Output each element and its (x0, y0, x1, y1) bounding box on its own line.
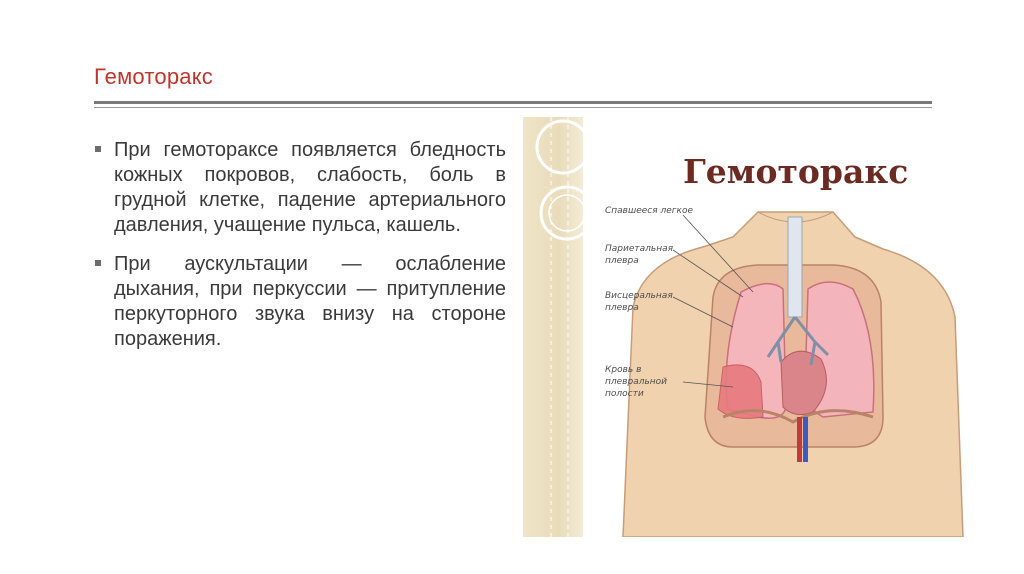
anatomy-figure (523, 117, 1003, 537)
bullet-text: При аускультации — ослабление дыхания, при перкуссии — притупление перкуторного звука внизу на стороне поражения. (114, 253, 506, 350)
title-divider-thick (94, 101, 932, 104)
bullet-item-auscultation (94, 252, 506, 352)
figure-card (583, 117, 1003, 537)
title-divider-thin (94, 107, 932, 108)
bullet-list (94, 138, 506, 366)
label-visceral-pleura: Висцеральная плевра (605, 291, 673, 313)
label-collapsed-lung: Спавшееся легкое (605, 206, 694, 216)
label-blood-in-pleura: Кровь в плевральной полости (605, 365, 668, 399)
bullet-item-symptoms (94, 138, 506, 238)
bullet-text: При гемотораксе появляется бледность кожных покровов, слабость, боль в грудной клетке, падение артериального давления, учащение пульса, кашель. (114, 139, 506, 236)
figure-title: Гемоторакс (683, 152, 909, 191)
decorative-circles (523, 117, 583, 537)
square-bullet-icon (95, 260, 101, 266)
slide-title: Гемоторакс (94, 64, 213, 89)
label-parietal-pleura: Париетальная плевра (605, 244, 674, 266)
square-bullet-icon (95, 146, 101, 152)
trachea (788, 217, 802, 317)
